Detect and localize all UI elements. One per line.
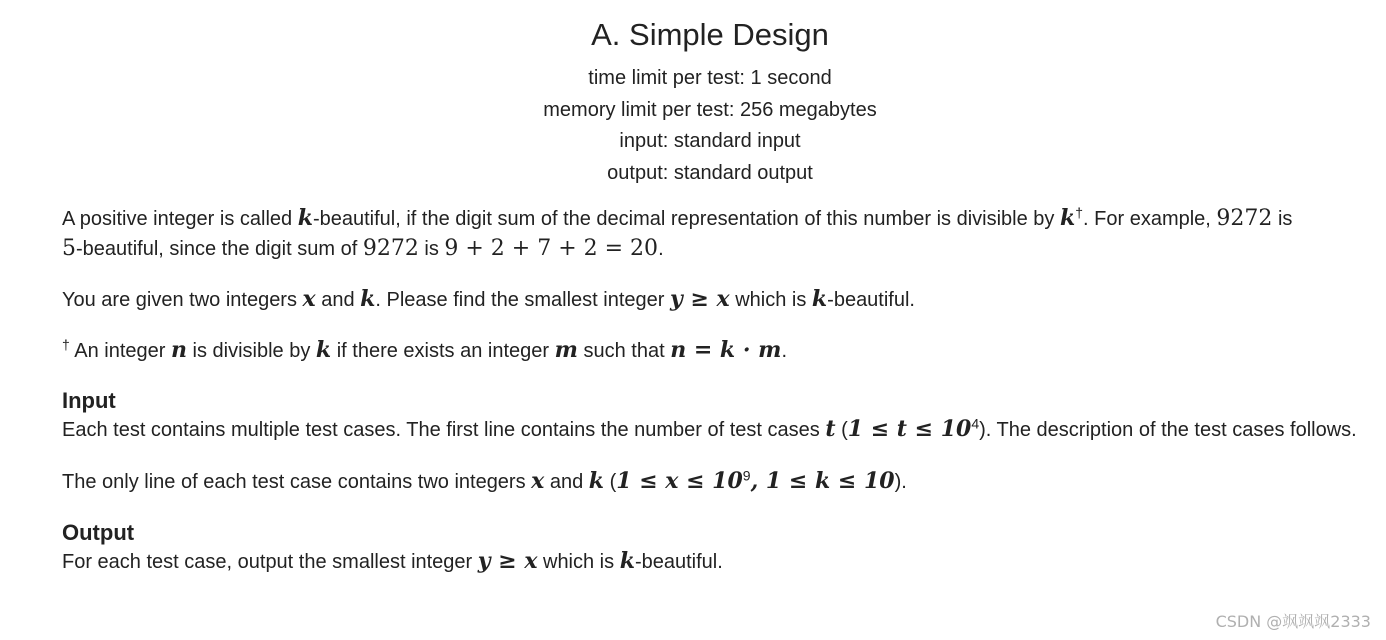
output-paragraph: [62, 547, 1362, 577]
footnote-paragraph: [62, 336, 1362, 366]
csdn-watermark: CSDN @飒飒飒2333: [1215, 612, 1371, 631]
text: .: [658, 237, 664, 260]
problem-statement: [62, 0, 1362, 599]
output-section: [62, 519, 1362, 577]
math-number: 9272: [1216, 205, 1273, 231]
math-x: x: [302, 285, 316, 312]
math-k: k: [811, 285, 828, 312]
dagger-footnote-mark: †: [1075, 204, 1084, 221]
text: is divisible by: [186, 339, 316, 362]
text: -beautiful, if the digit sum of the decimal representation of this number is divisible by: [312, 207, 1060, 230]
text: which is: [729, 288, 812, 311]
input-spec: input: standard input: [619, 130, 801, 153]
text: The only line of each test case contains two integers: [62, 470, 532, 493]
math-x: x: [531, 467, 545, 494]
text: -beautiful.: [827, 288, 915, 311]
math-m: m: [554, 336, 578, 363]
text: . Please find the smallest integer: [375, 288, 670, 311]
input-heading: Input: [62, 387, 116, 413]
math-inequality: y ≥ x: [477, 547, 538, 574]
time-limit: time limit per test: 1 second: [588, 67, 832, 89]
problem-header: [62, 0, 1358, 190]
text: A positive integer is called: [62, 207, 298, 230]
text: ). The description of the test cases follows.: [979, 418, 1357, 441]
text: -beautiful, since the digit sum of: [76, 237, 363, 260]
exponent: 4: [971, 415, 980, 432]
text: You are given two integers: [62, 288, 303, 311]
math-k: k: [1059, 204, 1076, 231]
text: and: [544, 470, 589, 493]
dagger-footnote-mark: †: [62, 336, 70, 353]
input-section: [62, 387, 1362, 497]
statement-paragraph-1: [62, 204, 1362, 264]
output-spec: output: standard output: [607, 162, 813, 185]
math-inequality: y ≥ x: [670, 285, 730, 312]
text: which is: [537, 550, 620, 573]
math-k: k: [588, 467, 605, 494]
math-constraint: 1 ≤ x ≤ 10: [616, 467, 743, 494]
problem-title: A. Simple Design: [591, 17, 829, 52]
math-number: 5: [62, 235, 76, 261]
text: (: [835, 418, 848, 441]
math-k: k: [619, 547, 635, 574]
text: Each test contains multiple test cases. The first line contains the number of test cases: [62, 418, 826, 441]
math-k: k: [297, 204, 313, 231]
text: is: [418, 237, 445, 260]
text: . For example,: [1083, 207, 1217, 230]
text: if there exists an integer: [331, 339, 555, 362]
text: ).: [894, 470, 907, 493]
math-number: 9272: [362, 235, 419, 261]
math-constraint: 1 ≤ t ≤ 10: [847, 415, 972, 442]
text: An integer: [69, 339, 171, 362]
math-t: t: [825, 415, 836, 442]
math-k: k: [360, 285, 376, 312]
math-equation: 9 + 2 + 7 + 2 = 20: [444, 235, 659, 261]
text: .: [781, 339, 787, 362]
input-paragraph-1: [62, 415, 1362, 445]
math-equation: n = k · m: [670, 336, 782, 363]
text: (: [604, 470, 617, 493]
input-paragraph-2: [62, 467, 1362, 497]
text: is: [1272, 207, 1293, 230]
math-k: k: [315, 336, 332, 363]
text: -beautiful.: [634, 550, 723, 573]
text: and: [315, 288, 361, 311]
exponent: 9: [742, 467, 751, 484]
math-n: n: [170, 336, 187, 363]
statement-paragraph-2: [62, 285, 1362, 315]
math-constraint: , 1 ≤ k ≤ 10: [750, 467, 895, 494]
text: For each test case, output the smallest integer: [62, 550, 478, 573]
statement-body: [62, 204, 1362, 577]
output-heading: Output: [62, 519, 135, 545]
text: such that: [577, 339, 671, 362]
memory-limit: memory limit per test: 256 megabytes: [543, 98, 877, 121]
